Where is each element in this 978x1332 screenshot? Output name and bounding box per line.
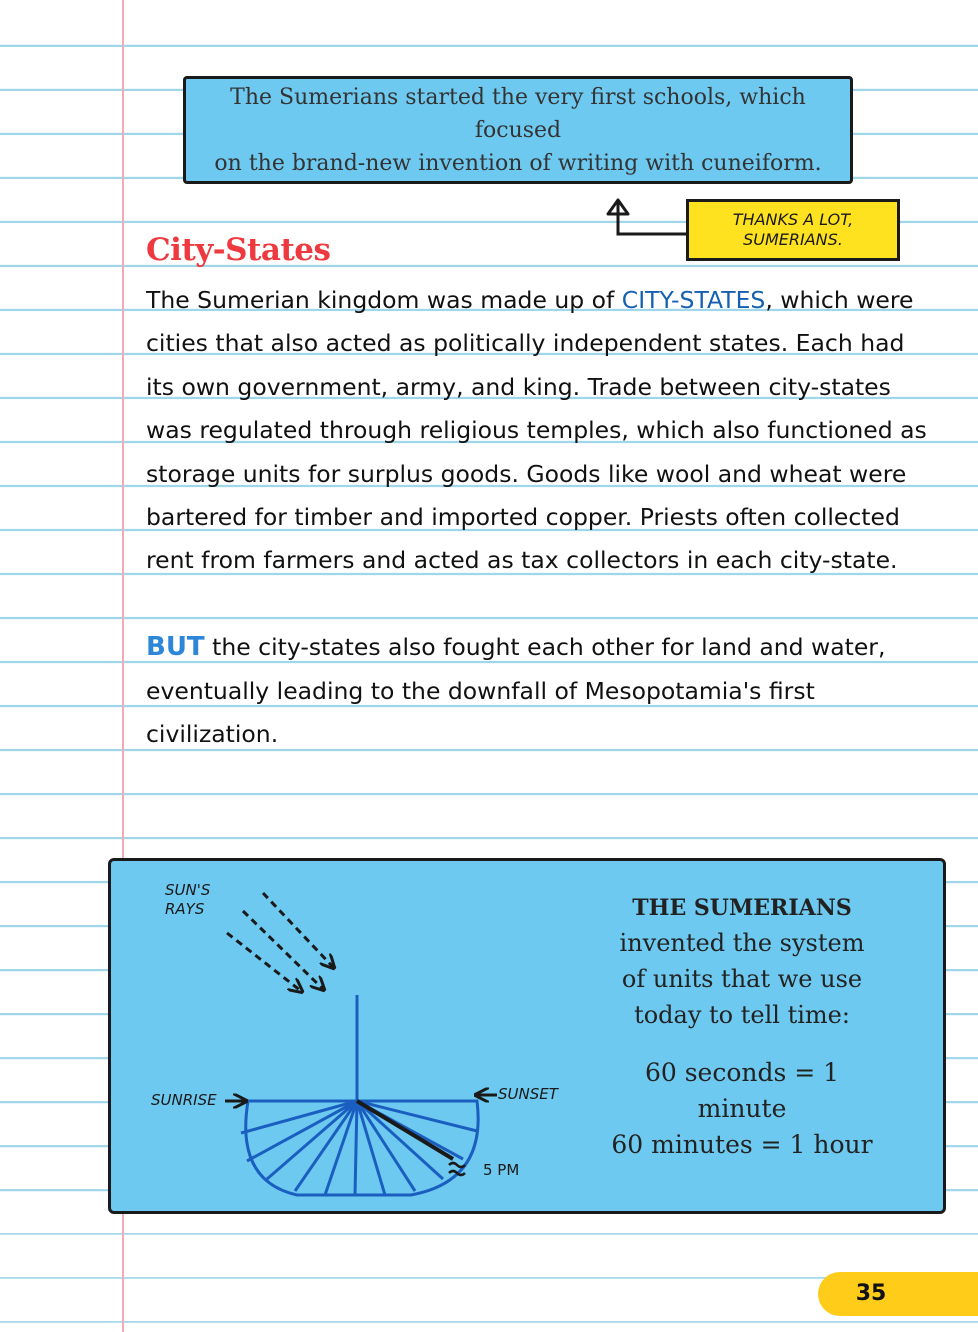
label-sunset: SUNSET [498, 1085, 558, 1103]
label-suns-rays: SUN'S RAYS [165, 881, 211, 918]
equation-seconds: 60 seconds = 1 minute [644, 1058, 840, 1123]
sticky-note [686, 199, 900, 261]
fact-line-1: The Sumerians started the very first schools, which focused [230, 84, 806, 143]
note-line-2: SUMERIANS. [743, 230, 843, 249]
section-heading: City-States [146, 232, 331, 268]
note-line-1: THANKS A LOT, [732, 210, 854, 229]
label-sunrise: SUNRISE [151, 1091, 217, 1109]
label-5pm: 5 PM [483, 1161, 520, 1179]
time-units-info [597, 891, 887, 1163]
info-line-2: of units that we use [621, 965, 863, 993]
paragraph-but: BUT the city-states also fought each other for land and water, eventually leading to the downfall of Mesopotamia's first civilization. [146, 632, 886, 749]
body-text [146, 279, 936, 756]
but-emphasis: BUT [146, 632, 205, 663]
fact-callout-box [183, 76, 853, 184]
info-title: THE SUMERIANS [632, 895, 852, 921]
sun-rays-icon [227, 893, 333, 991]
arrow-icon [598, 196, 698, 242]
equation-minutes: 60 minutes = 1 hour [611, 1130, 873, 1159]
page-number: 35 [855, 1281, 887, 1306]
term-city-states: CITY-STATES [621, 286, 766, 314]
info-line-1: invented the system [619, 929, 865, 957]
paragraph-city-states: The Sumerian kingdom was made up of CITY-STATES, which were cities that also acted as politically independent states. Each had its own government, army, and king. Trade between city-states was regulated through religious temples, which also functioned as storage units for surplus goods. Goods like wool and wheat were bartered for timber and imported copper. Priests often collected rent from farmers and acted as tax collectors in each city-state. [146, 286, 927, 575]
fact-callout-text [210, 81, 826, 180]
info-line-3: today to tell time: [634, 1001, 850, 1029]
sundial-fact-box [108, 858, 946, 1214]
fact-line-2: on the brand-new invention of writing with cuneiform. [214, 150, 822, 176]
sundial-icon [241, 995, 478, 1195]
